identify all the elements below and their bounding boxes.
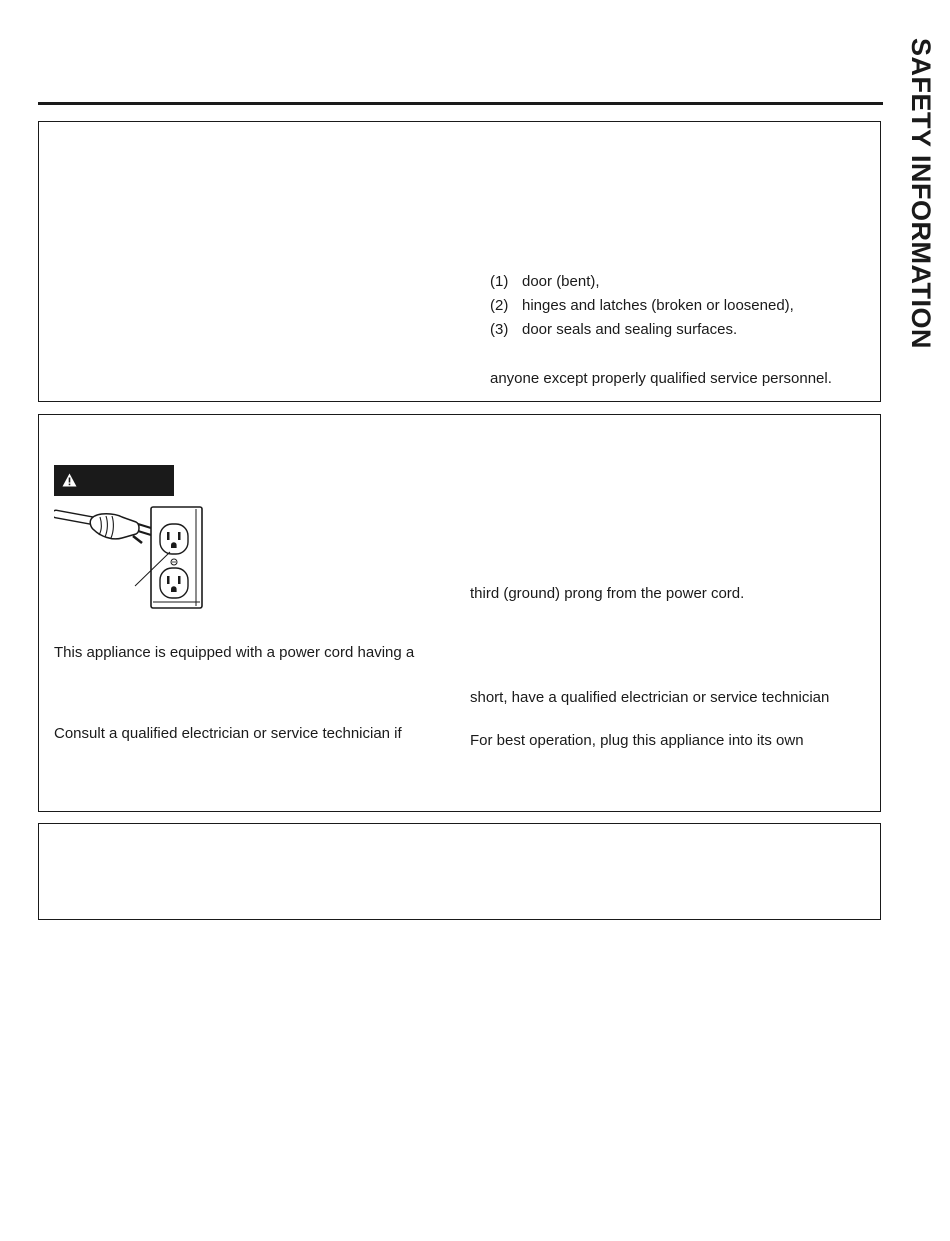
box1-closing-text: anyone except properly qualified service personnel. (490, 370, 832, 387)
section-side-title: SAFETY INFORMATION (906, 38, 936, 349)
grounding-left-text-1: This appliance is equipped with a power cord having a (54, 644, 415, 661)
microwave-precautions-box (38, 121, 881, 402)
list-item-3: door seals and sealing surfaces. (522, 321, 738, 338)
list-number-2: (2) (490, 297, 509, 314)
grounding-right-text-2: short, have a qualified electrician or service technician (470, 689, 830, 706)
grounding-right-text-1: third (ground) prong from the power cord. (470, 585, 745, 602)
warning-label-bar (54, 465, 174, 496)
list-number-3: (3) (490, 321, 509, 338)
grounding-left-text-2: Consult a qualified electrician or service technician if (54, 725, 402, 742)
list-item-1: door (bent), (522, 273, 600, 290)
list-number-1: (1) (490, 273, 509, 290)
grounding-right-text-3: For best operation, plug this appliance into its own (470, 732, 804, 749)
grounded-outlet-plug-illustration (54, 500, 214, 619)
warning-triangle-icon (62, 473, 77, 491)
header-rule (38, 102, 883, 105)
list-item-2: hinges and latches (broken or loosened), (522, 297, 794, 314)
additional-notice-box (38, 823, 881, 920)
